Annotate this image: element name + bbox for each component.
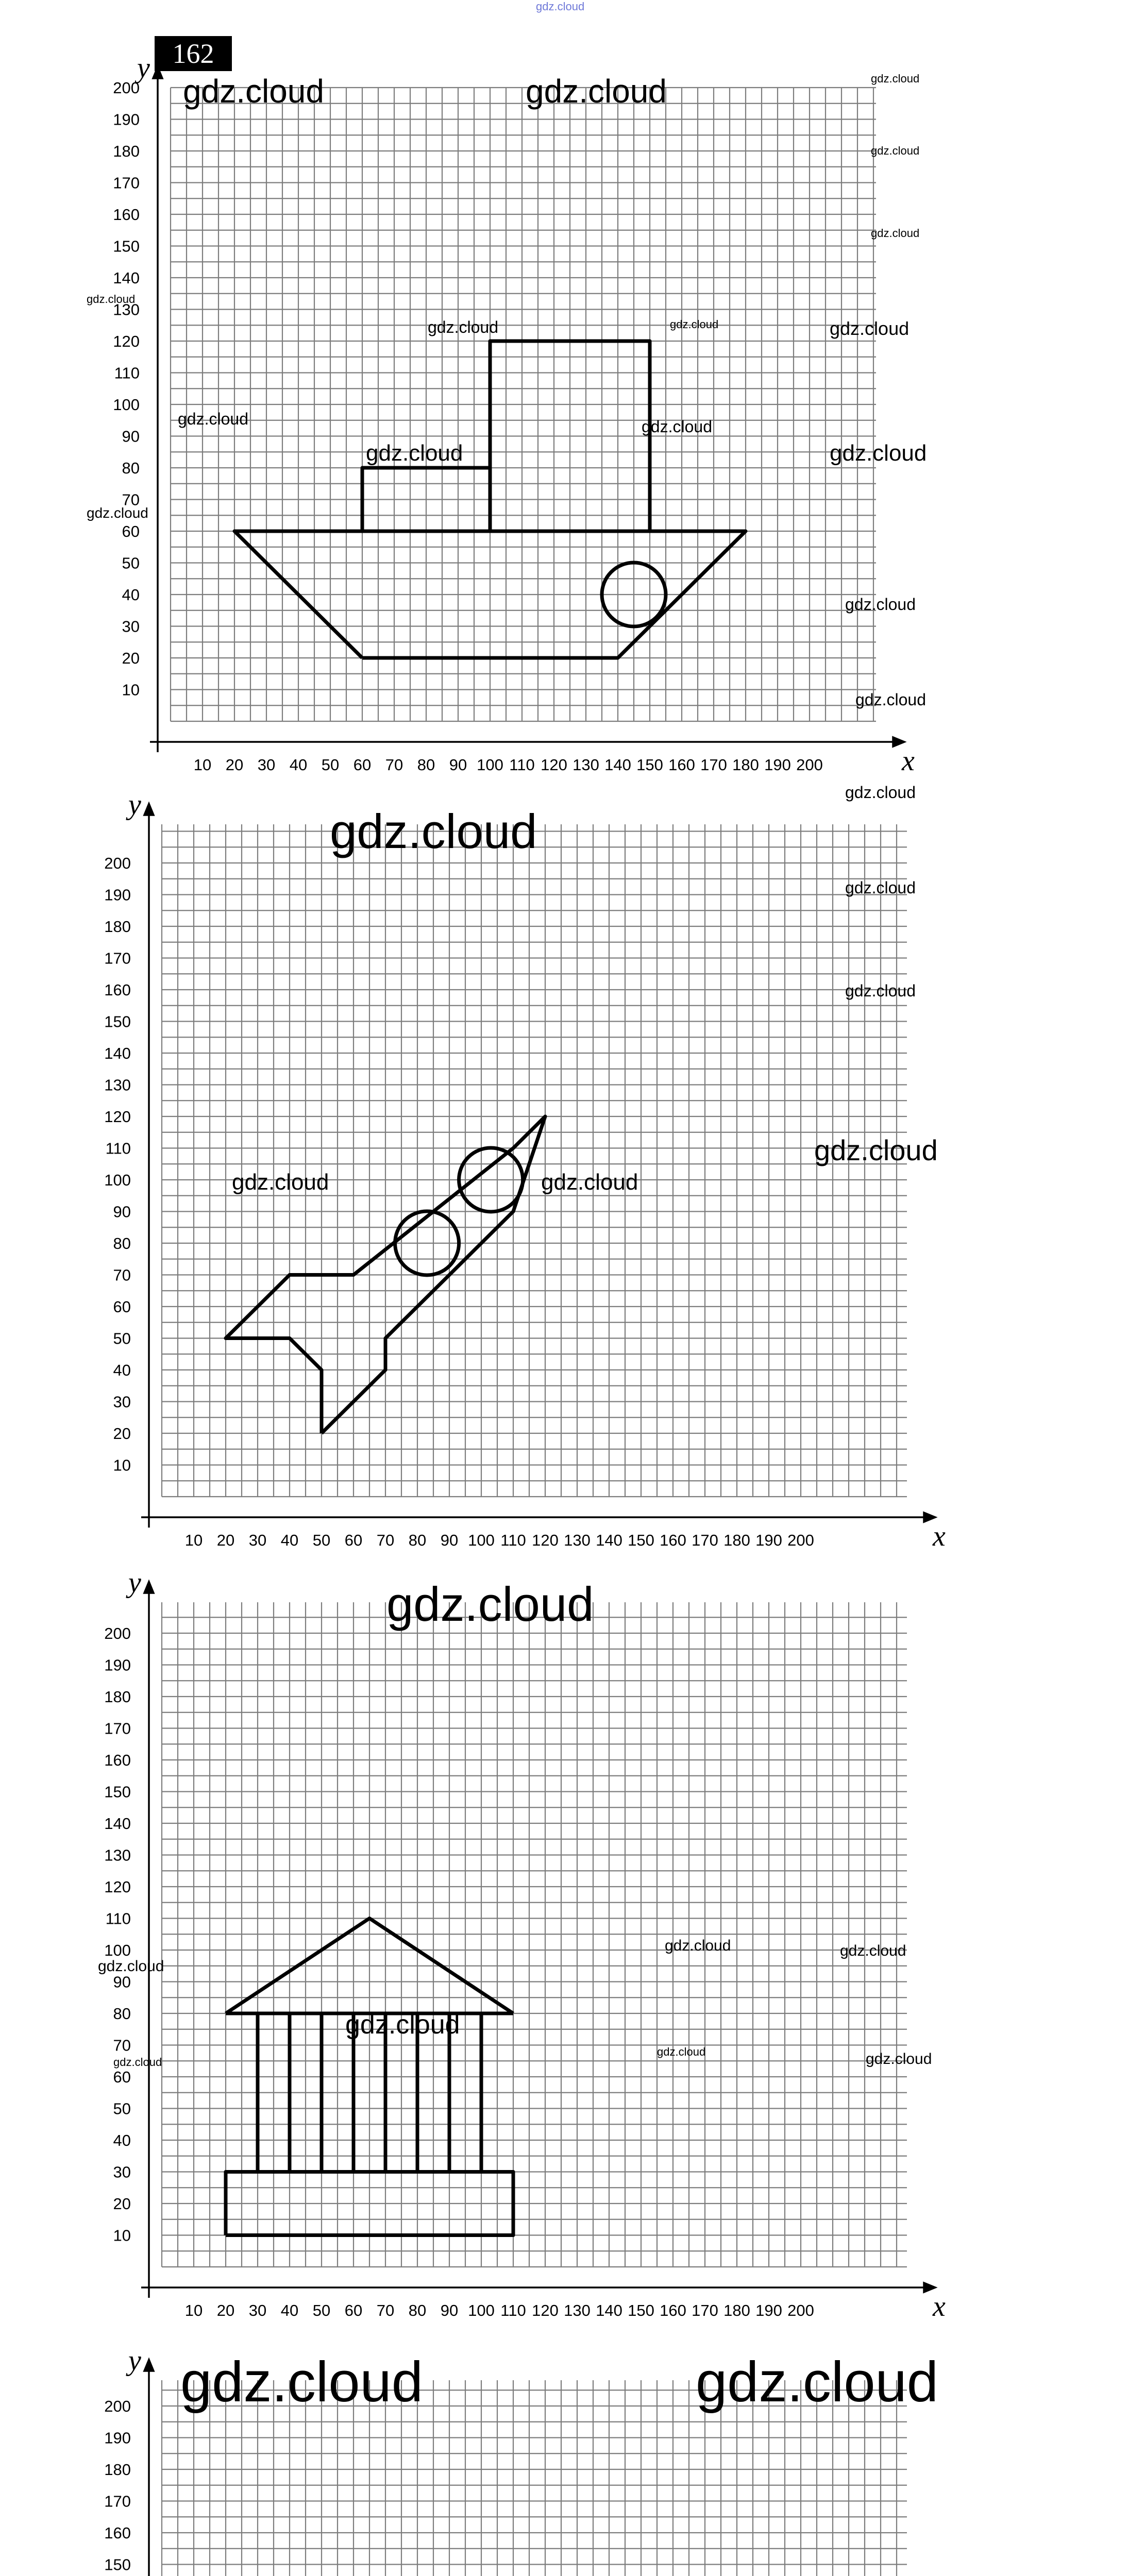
x-tick-label: 140 <box>596 2301 622 2319</box>
y-tick-label: 190 <box>113 110 140 129</box>
watermark-text: gdz.cloud <box>180 2350 423 2414</box>
y-tick-label: 150 <box>113 237 140 256</box>
y-tick-label: 180 <box>104 1688 131 1706</box>
x-tick-label: 140 <box>596 1531 622 1549</box>
axes <box>150 67 904 752</box>
y-tick-label: 150 <box>104 2555 131 2574</box>
x-tick-label: 200 <box>787 1531 814 1549</box>
x-tick-label: 150 <box>628 1531 654 1549</box>
graph-rocket <box>104 789 946 1552</box>
watermark-text: gdz.cloud <box>366 440 463 466</box>
y-tick-label: 140 <box>104 1815 131 1833</box>
watermark-text: gdz.cloud <box>178 410 248 428</box>
y-tick-label: 80 <box>113 1234 131 1252</box>
y-tick-label: 150 <box>104 1783 131 1801</box>
watermark-text: gdz.cloud <box>670 318 719 331</box>
y-axis-letter: y <box>137 52 150 84</box>
y-tick-label: 110 <box>114 364 140 382</box>
y-tick-label: 140 <box>104 1044 131 1062</box>
y-tick-label: 110 <box>105 1139 131 1158</box>
x-tick-label: 110 <box>500 1531 526 1549</box>
watermark-text: gdz.cloud <box>87 293 136 306</box>
watermark-text: gdz.cloud <box>541 1170 638 1195</box>
y-tick-label: 180 <box>104 918 131 936</box>
y-tick-label: 160 <box>104 981 131 999</box>
x-tick-label: 180 <box>723 2301 750 2319</box>
x-tick-label: 30 <box>248 1531 267 1549</box>
x-tick-label: 80 <box>417 756 435 774</box>
y-tick-label: 60 <box>122 522 140 540</box>
y-tick-label: 160 <box>104 1751 131 1769</box>
x-tick-label: 100 <box>477 756 503 774</box>
y-tick-label: 10 <box>122 681 140 699</box>
y-tick-label: 200 <box>104 854 131 872</box>
x-tick-label: 40 <box>280 2301 299 2319</box>
x-tick-label: 10 <box>184 1531 203 1549</box>
watermark-text: gdz.cloud <box>657 2045 706 2058</box>
watermark-text: gdz.cloud <box>845 595 916 614</box>
axes <box>141 1582 935 2298</box>
x-tick-label: 70 <box>376 2301 395 2319</box>
x-tick-label: 170 <box>692 2301 718 2319</box>
x-tick-label: 150 <box>628 2301 654 2319</box>
y-tick-label: 90 <box>113 1973 131 1991</box>
y-tick-label: 50 <box>122 554 140 572</box>
x-tick-label: 130 <box>572 756 599 774</box>
watermark-text: gdz.cloud <box>87 505 148 521</box>
watermark-text: gdz.cloud <box>845 981 916 1000</box>
y-tick-label: 40 <box>113 2131 131 2149</box>
y-tick-label: 20 <box>113 2195 131 2213</box>
grid-lines <box>162 824 907 1497</box>
grid-lines <box>162 1602 907 2267</box>
watermark-text: gdz.cloud <box>855 690 926 709</box>
y-tick-label: 200 <box>113 79 140 97</box>
y-tick-label: 30 <box>113 2163 131 2181</box>
y-axis-letter: y <box>128 1567 141 1599</box>
x-tick-label: 120 <box>541 756 567 774</box>
x-tick-label: 20 <box>216 2301 235 2319</box>
x-tick-label: 200 <box>787 2301 814 2319</box>
y-tick-label: 190 <box>104 886 131 904</box>
watermark-text: gdz.cloud <box>840 1942 906 1959</box>
y-axis-arrow-icon <box>144 804 154 815</box>
graph-house <box>104 1567 946 2323</box>
y-tick-label: 160 <box>104 2524 131 2542</box>
y-tick-label: 10 <box>113 1456 131 1475</box>
watermark-text: gdz.cloud <box>526 73 667 110</box>
x-tick-label: 100 <box>468 1531 495 1549</box>
x-tick-label: 120 <box>532 2301 559 2319</box>
x-tick-label: 120 <box>532 1531 559 1549</box>
y-tick-label: 80 <box>122 459 140 477</box>
x-tick-label: 20 <box>216 1531 235 1549</box>
watermark-text: gdz.cloud <box>830 440 927 466</box>
x-tick-label: 160 <box>660 1531 686 1549</box>
y-axis-arrow-icon <box>153 67 162 78</box>
y-tick-label: 160 <box>113 206 140 224</box>
y-axis-arrow-icon <box>144 2360 154 2371</box>
y-tick-label: 70 <box>113 1266 131 1284</box>
watermark-text: gdz.cloud <box>232 1170 329 1195</box>
x-tick-label: 60 <box>344 2301 363 2319</box>
x-tick-label: 70 <box>385 756 403 774</box>
y-tick-label: 20 <box>122 649 140 667</box>
top-watermark: gdz.cloud <box>536 0 585 13</box>
x-tick-label: 10 <box>193 756 212 774</box>
watermark-text: gdz.cloud <box>665 1937 731 1954</box>
y-tick-label: 130 <box>104 1076 131 1094</box>
x-tick-label: 20 <box>225 756 244 774</box>
x-tick-label: 80 <box>408 1531 427 1549</box>
watermark-text: gdz.cloud <box>113 2056 162 2069</box>
y-tick-label: 150 <box>104 1012 131 1031</box>
y-tick-label: 70 <box>113 2036 131 2055</box>
x-tick-label: 50 <box>312 2301 331 2319</box>
y-tick-label: 170 <box>104 949 131 968</box>
y-tick-label: 130 <box>113 300 140 319</box>
y-tick-label: 100 <box>104 1171 131 1189</box>
watermark-text: gdz.cloud <box>845 878 916 897</box>
x-tick-label: 40 <box>289 756 308 774</box>
x-tick-label: 70 <box>376 1531 395 1549</box>
y-tick-label: 20 <box>113 1425 131 1443</box>
x-axis-letter: x <box>902 745 915 777</box>
x-tick-label: 190 <box>755 1531 782 1549</box>
y-tick-label: 180 <box>104 2461 131 2479</box>
y-tick-label: 100 <box>113 396 140 414</box>
x-tick-label: 50 <box>312 1531 331 1549</box>
y-tick-label: 50 <box>113 2099 131 2118</box>
x-tick-label: 150 <box>636 756 663 774</box>
x-tick-label: 190 <box>755 2301 782 2319</box>
y-tick-label: 120 <box>113 332 140 350</box>
y-tick-label: 200 <box>104 2397 131 2415</box>
y-tick-label: 30 <box>113 1393 131 1411</box>
y-tick-label: 200 <box>104 1624 131 1642</box>
watermark-text: gdz.cloud <box>871 72 920 85</box>
y-tick-label: 120 <box>104 1108 131 1126</box>
watermark-text: gdz.cloud <box>866 2050 932 2067</box>
watermark-text: gdz.cloud <box>428 318 498 336</box>
watermark-text: gdz.cloud <box>386 1577 594 1631</box>
watermark-text: gdz.cloud <box>345 2010 460 2040</box>
x-tick-label: 90 <box>440 1531 459 1549</box>
watermark-text: gdz.cloud <box>696 2350 938 2414</box>
y-tick-label: 170 <box>104 1719 131 1738</box>
y-tick-label: 90 <box>122 427 140 446</box>
x-axis-letter: x <box>933 1520 946 1552</box>
x-tick-label: 50 <box>321 756 340 774</box>
watermark-text: gdz.cloud <box>814 1134 938 1166</box>
x-tick-label: 180 <box>723 1531 750 1549</box>
y-tick-label: 130 <box>104 1846 131 1865</box>
y-axis-arrow-icon <box>144 1582 154 1593</box>
x-tick-label: 110 <box>500 2301 526 2319</box>
x-tick-label: 130 <box>564 1531 591 1549</box>
y-tick-label: 170 <box>113 174 140 192</box>
y-tick-label: 180 <box>113 142 140 160</box>
x-tick-label: 90 <box>440 2301 459 2319</box>
y-tick-label: 190 <box>104 1656 131 1674</box>
y-tick-label: 70 <box>122 490 140 509</box>
x-tick-label: 40 <box>280 1531 299 1549</box>
x-tick-label: 130 <box>564 2301 591 2319</box>
y-tick-label: 190 <box>104 2429 131 2447</box>
watermark-text: gdz.cloud <box>642 417 712 436</box>
x-tick-label: 110 <box>509 756 535 774</box>
watermark-text: gdz.cloud <box>845 783 916 802</box>
watermark-text: gdz.cloud <box>830 318 910 339</box>
x-tick-label: 160 <box>668 756 695 774</box>
x-tick-label: 90 <box>449 756 467 774</box>
y-tick-label: 50 <box>113 1329 131 1348</box>
x-tick-label: 190 <box>764 756 791 774</box>
x-tick-label: 30 <box>248 2301 267 2319</box>
x-axis-letter: x <box>933 2291 946 2323</box>
x-tick-label: 140 <box>604 756 631 774</box>
x-tick-label: 10 <box>184 2301 203 2319</box>
y-tick-label: 120 <box>104 1878 131 1896</box>
y-tick-label: 10 <box>113 2226 131 2245</box>
x-tick-label: 100 <box>468 2301 495 2319</box>
y-tick-label: 30 <box>122 617 140 636</box>
y-tick-label: 90 <box>113 1202 131 1221</box>
y-axis-letter: y <box>128 2345 141 2377</box>
x-tick-label: 170 <box>692 1531 718 1549</box>
y-tick-label: 60 <box>113 2068 131 2086</box>
watermark-text: gdz.cloud <box>330 804 537 858</box>
x-tick-label: 60 <box>353 756 372 774</box>
watermark-text: gdz.cloud <box>98 1958 164 1975</box>
watermark-text: gdz.cloud <box>871 227 920 240</box>
watermark-text: gdz.cloud <box>871 144 920 157</box>
x-tick-label: 160 <box>660 2301 686 2319</box>
x-tick-label: 80 <box>408 2301 427 2319</box>
y-axis-letter: y <box>128 789 141 821</box>
y-tick-label: 40 <box>113 1361 131 1379</box>
watermark-text: gdz.cloud <box>183 73 324 110</box>
x-tick-label: 60 <box>344 1531 363 1549</box>
y-tick-label: 60 <box>113 1298 131 1316</box>
y-tick-label: 40 <box>122 586 140 604</box>
y-tick-label: 100 <box>104 1941 131 1959</box>
x-tick-label: 180 <box>732 756 759 774</box>
x-tick-label: 30 <box>257 756 276 774</box>
problem-number-badge: 162 <box>155 36 232 71</box>
y-tick-label: 80 <box>113 2005 131 2023</box>
y-tick-label: 110 <box>105 1909 131 1928</box>
x-tick-label: 200 <box>796 756 823 774</box>
y-tick-label: 140 <box>113 269 140 287</box>
x-tick-label: 170 <box>700 756 727 774</box>
y-tick-label: 170 <box>104 2492 131 2511</box>
grid-lines <box>171 88 876 721</box>
